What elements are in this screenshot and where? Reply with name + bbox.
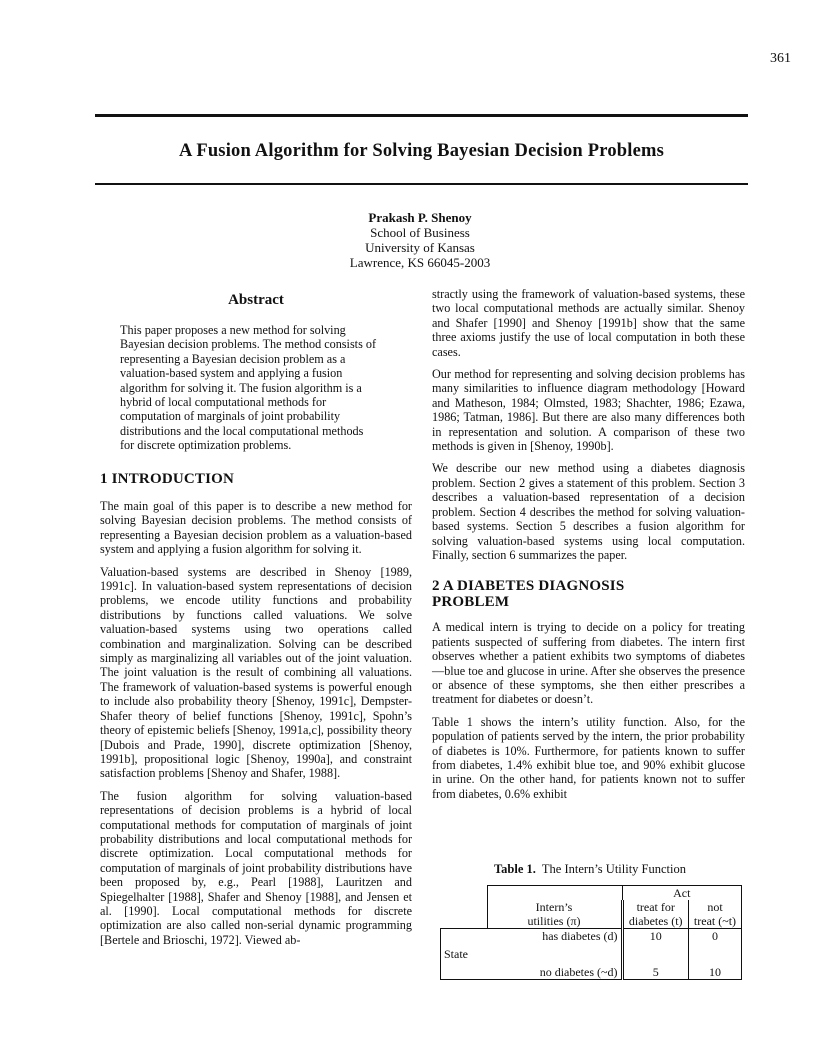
paper-title: A Fusion Algorithm for Solving Bayesian Decision Problems <box>178 141 665 161</box>
section-1-heading: 1 INTRODUCTION <box>100 471 235 487</box>
col-header-treat-line-1: treat for <box>636 900 675 914</box>
row-header-line-1: Intern’s <box>535 900 573 914</box>
page-number: 361 <box>770 51 791 66</box>
row-header <box>487 900 622 929</box>
right-paragraph-2: Our method for representing and solving decision problems has many similarities to influence diagram methodology [Howard and Matheson, 1984; Olmsted, 1983; Shachter, 1986; Ezawa, 1986; Tatman, 1986]. But there are also many differences both in representation and solution. A comparison of these two methods is given in [Shenoy, 1990b]. <box>432 367 745 454</box>
intro-paragraph-2: Valuation-based systems are described in Shenoy [1989, 1991c]. In valuation-based system representations of decision problems, we encode utility functions and probability distributions by functions called valuations. We solve valuation-based systems using two operations called combination and marginalization. Solving can be described simply as marginalizing all variables out of the joint valuation. The joint valuation is the result of combining all valuations. The framework of valuation-based systems is powerful enough to include also probability theory [Shenoy, 1991c], Dempster-Shafer theory of belief functions [Shenoy, 1991c], Spohn’s theory of epistemic beliefs [Shenoy, 1991a,c], possibility theory [Dubois and Prade, 1990], discrete optimization [Shenoy, 1991b], propositional logic [Shenoy, 1990a], and constraint satisfaction problems [Shenoy and Shafer, 1988]. <box>100 564 412 781</box>
section-2-heading <box>432 578 745 610</box>
section-2-heading-line-1: 2 A DIABETES DIAGNOSIS <box>432 578 625 595</box>
diabetes-paragraph-1: A medical intern is trying to decide on a policy for treating patients suspected of suffering from diabetes. The intern first observes whether a patient exhibits two symptoms of diabetes—blue toe and glucose in urine. After she observes the presence or absence of these symptoms, she then either prescribes a treatment for diabetes or doesn’t. <box>432 620 745 707</box>
state-label: State <box>441 943 488 965</box>
col-header-not-treat <box>688 900 741 929</box>
author-university: University of Kansas <box>365 240 475 255</box>
right-paragraph-1: stractly using the framework of valuation-based systems, these two local computational methods are actually similar. Shenoy and Shafer [1990] and Shenoy [1991b] show that the same three axioms justify the use of local computation in both these cases. <box>432 287 745 359</box>
section-1 <box>100 471 412 947</box>
col-header-not-treat-line-1: not <box>707 900 723 914</box>
col-header-not-treat-line-2: treat (~t) <box>693 914 737 928</box>
col-header-treat-line-2: diabetes (t) <box>628 914 683 928</box>
table-caption-text: The Intern’s Utility Function <box>541 862 687 876</box>
table-cell: 10 <box>688 965 741 980</box>
table-caption <box>440 862 740 877</box>
abstract-text: This paper proposes a new method for solving Bayesian decision problems. The method consists of representing a Bayesian decision problem as a valuation-based system and applying a fusion algorithm for solving it. The fusion algorithm is a hybrid of local computational methods for computation of marginals of joint probability distributions and the local computational methods for discrete optimization problems. <box>120 323 377 453</box>
table-cell: 5 <box>622 965 688 980</box>
table-row-label: no diabetes (~d) <box>487 965 622 980</box>
title-top-rule <box>95 114 748 117</box>
table-cell: 0 <box>688 929 741 944</box>
utility-table <box>440 885 742 980</box>
table-cell: 10 <box>622 929 688 944</box>
diabetes-paragraph-2: Table 1 shows the intern’s utility function. Also, for the population of patients served by the intern, the prior probability of diabetes is 10%. Furthermore, for patients known to suffer from diabetes, 1.4% exhibit blue toe, and 90% exhibit glucose in urine. On the other hand, for patients known not to suffer from diabetes, 0.6% exhibit <box>432 714 745 801</box>
table-row-label: has diabetes (d) <box>487 929 622 944</box>
right-column <box>432 287 745 801</box>
act-header: Act <box>622 886 742 901</box>
author-address: Lawrence, KS 66045-2003 <box>349 255 491 270</box>
intro-paragraph-1: The main goal of this paper is to describe a new method for solving Bayesian decision problems. The method consists of representing a Bayesian decision problem as a valuation-based system and applying a fusion algorithm for solving it. <box>100 499 412 557</box>
right-paragraph-3: We describe our new method using a diabetes diagnosis problem. Section 2 gives a statement of this problem. Section 3 describes a valuation-based representation of a decision problem. Section 4 describes the method for solving valuation-based systems. Section 5 describes a fusion algorithm for solving valuation-based systems using local computation. Finally, section 6 summarizes the paper. <box>432 461 745 562</box>
author-block <box>300 210 540 270</box>
col-header-treat <box>622 900 688 929</box>
title-bottom-rule <box>95 183 748 185</box>
table-caption-label: Table 1. <box>493 862 536 876</box>
author-affiliation: School of Business <box>370 225 470 240</box>
intro-paragraph-3: The fusion algorithm for solving valuation-based representations of decision problems is a hybrid of local computational methods for computation of marginals of joint probability distributions and local computational methods for discrete optimization. Local computational methods for computation of marginals of joint probability distributions have been proposed by, e.g., Pearl [1988], Lauritzen and Spiegelhalter [1988], Shafer and Shenoy [1988], and Jensen et al. [1990]. Local computational methods for discrete optimization are also called non-serial dynamic programming [Bertele and Brioschi, 1972]. Viewed ab- <box>100 788 412 947</box>
row-header-line-2: utilities (π) <box>527 914 581 928</box>
abstract-body <box>120 323 380 453</box>
abstract-heading: Abstract <box>228 292 284 308</box>
author-name: Prakash P. Shenoy <box>368 210 472 225</box>
section-2-heading-line-2: PROBLEM <box>432 594 510 611</box>
